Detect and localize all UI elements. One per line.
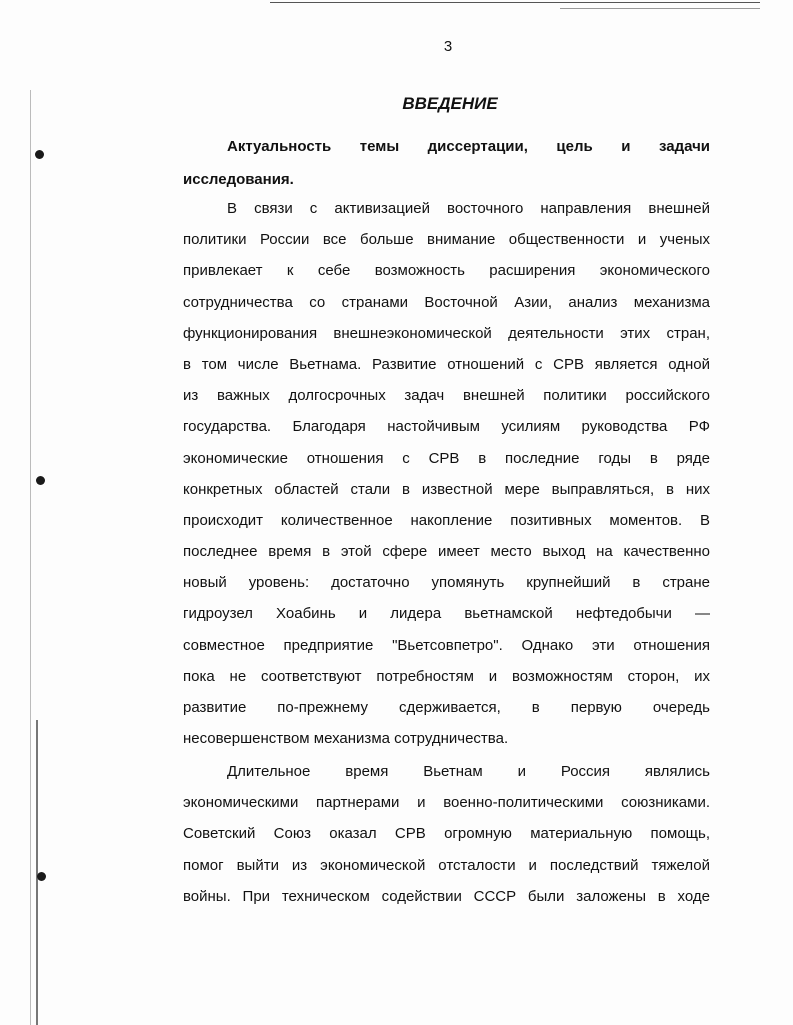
paragraph-2 (183, 756, 710, 912)
text-line: Длительное время Вьетнам и Россия являлись (227, 763, 710, 780)
text-line: войны. При техническом содействии СССР были заложены в ходе (183, 887, 710, 905)
text-line: экономическими партнерами и военно-политическими союзниками. (183, 794, 710, 812)
scan-top-rule-secondary (560, 8, 760, 9)
subheading-line: Актуальность темы диссертации, цель и задачи (227, 138, 710, 155)
text-line: Советский Союз оказал СРВ огромную материальную помощь, (183, 825, 710, 843)
text-line: политики России все больше внимание общественности и ученых (183, 231, 710, 249)
punch-hole-mark (35, 150, 44, 159)
text-line: развитие по-прежнему сдерживается, в первую очередь (183, 699, 710, 716)
punch-hole-mark (37, 872, 46, 881)
text-line: в том числе Вьетнама. Развитие отношений с СРВ является одной (183, 355, 710, 373)
text-line: конкретных областей стали в известной мере выправляться, в них (183, 480, 710, 498)
text-line: привлекает к себе возможность расширения экономического (183, 262, 710, 280)
text-line: новый уровень: достаточно упомянуть крупнейший в стране (183, 574, 710, 592)
punch-hole-mark (36, 476, 45, 485)
text-line: последнее время в этой сфере имеет место выход на качественно (183, 543, 710, 561)
text-line: происходит количественное накопление позитивных моментов. В (183, 511, 710, 529)
paragraph-1 (183, 193, 710, 754)
subheading-line: исследования. (183, 171, 294, 188)
subheading (183, 130, 710, 196)
text-line: совместное предприятие "Вьетсовпетро". Однако эти отношения (183, 636, 710, 654)
text-line: из важных долгосрочных задач внешней политики российского (183, 387, 710, 405)
text-line: несовершенством механизма сотрудничества. (183, 730, 509, 748)
text-line: В связи с активизацией восточного направления внешней (227, 200, 710, 217)
text-line: государства. Благодаря настойчивым усилиям руководства РФ (183, 418, 710, 436)
text-line: помог выйти из экономической отсталости и последствий тяжелой (183, 856, 710, 874)
scan-left-edge (30, 90, 31, 1025)
text-line: гидроузел Хоабинь и лидера вьетнамской нефтедобычи — (183, 605, 710, 623)
page-number: 3 (443, 38, 453, 55)
section-heading: ВВЕДЕНИЕ (402, 94, 498, 113)
text-line: функционирования внешнеэкономической деятельности этих стран, (183, 324, 710, 342)
scan-top-rule (270, 2, 760, 3)
text-line: пока не соответствуют потребностям и возможностям сторон, их (183, 667, 710, 685)
text-line: сотрудничества со странами Восточной Азии, анализ механизма (183, 293, 710, 311)
text-line: экономические отношения с СРВ в последние годы в ряде (183, 449, 710, 467)
